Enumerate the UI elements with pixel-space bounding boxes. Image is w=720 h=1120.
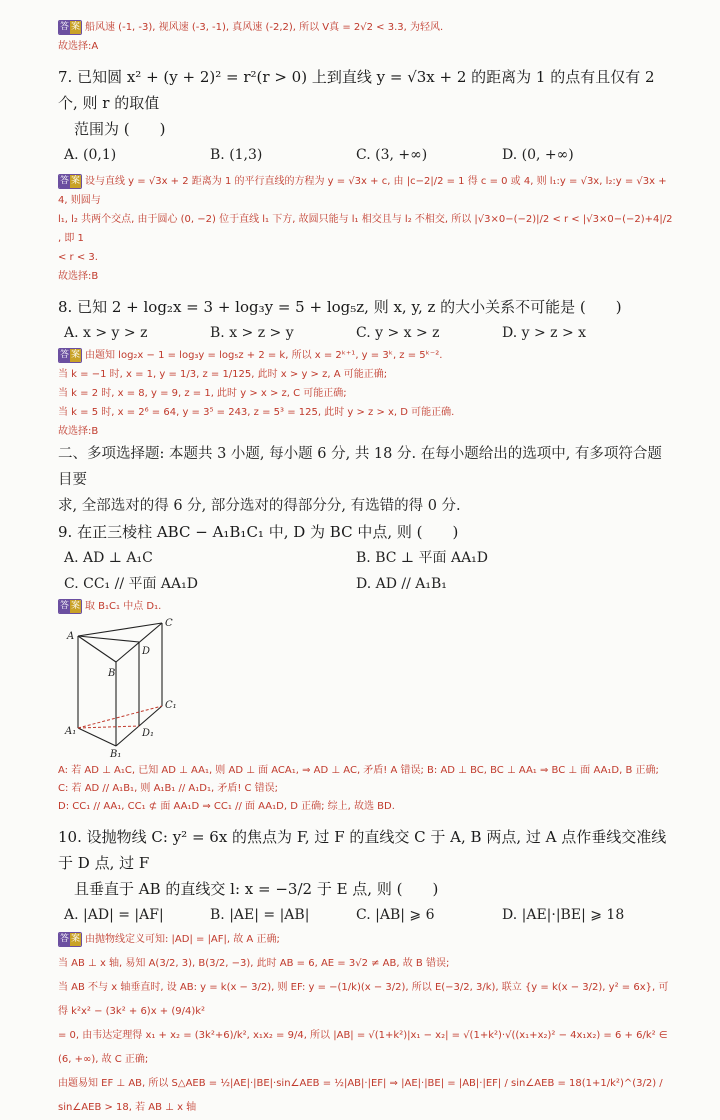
answer-line: C: 若 AD // A₁B₁, 则 A₁B₁ // A₁D₁, 矛盾! C 错误; [58, 783, 279, 794]
question-7-answer [58, 172, 676, 286]
answer-line: D: CC₁ // AA₁, CC₁ ⊄ 面 AA₁D ⇒ CC₁ // 面 AA₁D, D 正确; 综上, 故选 BD. [58, 801, 395, 812]
option-c: C. y > x > z [356, 325, 440, 341]
prev-answer-line-2: 故选择:A [58, 41, 99, 52]
answer-line: 当 k = 2 时, x = 8, y = 9, z = 1, 此时 y > x > z, C 可能正确; [58, 388, 347, 399]
question-10-answer [58, 928, 676, 1120]
option-d: D. y > z > x [502, 325, 587, 341]
section-2-heading-1: 二、多项选择题: 本题共 3 小题, 每小题 6 分, 共 18 分. 在每小题给出的选项中, 有多项符合题目要 [58, 446, 662, 488]
answer-line: 故选择:B [58, 426, 99, 437]
section-2-heading-2: 求, 全部选对的得 6 分, 部分选对的得部分分, 有选错的得 0 分. [58, 498, 461, 514]
answer-line: l₁, l₂ 共两个交点, 由于圆心 (0, −2) 位于直线 l₁ 下方, 故圆只能与 l₁ 相交且与 l₂ 不相交, 所以 |√3×0−(−2)|/2 < r < |√3×0−(−2)+4|/2 , 即 1 [58, 214, 673, 244]
label-c1: C₁ [165, 700, 177, 711]
prism-diagram [64, 618, 194, 758]
question-8-answer [58, 346, 676, 441]
question-8-options [64, 320, 676, 346]
answer-line: 当 AB 不与 x 轴垂直时, 设 AB: y = k(x − 3/2), 则 EF: y = −(1/k)(x − 3/2), 所以 E(−3/2, 3/k), 联立 {y = k(x − 3/2), y² = 6x}, 可得 k²x² − (3k² + 6)x + (9/4)k² [58, 982, 669, 1017]
label-b1: B₁ [110, 749, 122, 758]
prev-answer-line-1: 答 案 船风速 (-1, -3), 视风速 (-3, -1), 真风速 (-2,2), 所以 V真 = 2√2 < 3.3, 为轻风. [59, 21, 444, 33]
option-a: A. x > y > z [64, 325, 148, 341]
option-a: A. (0,1) [64, 147, 117, 163]
question-7-stem-1: 7. 已知圆 x² + (y + 2)² = r²(r > 0) 上到直线 y = √3x + 2 的距离为 1 的点有且仅有 2 个, 则 r 的取值 [58, 68, 655, 112]
question-10-stem-2: 且垂直于 AB 的直线交 l: x = −3/2 于 E 点, 则 ( ) [74, 880, 439, 898]
option-b: B. x > z > y [210, 325, 294, 341]
answer-line: A: 若 AD ⊥ A₁C, 已知 AD ⊥ AA₁, 则 AD ⊥ 面 ACA₁, ⇒ AD ⊥ AC, 矛盾! A 错误; B: AD ⊥ BC, BC ⊥ AA₁ ⇒ BC ⊥ 面 AA₁D, B 正确; [58, 765, 659, 776]
label-b: B [108, 668, 116, 679]
question-9-options-row-2 [64, 571, 676, 597]
question-9-answer [58, 762, 676, 816]
answer-line: 设与直线 y = √3x + 2 距离为 1 的平行直线的方程为 y = √3x + c, 由 |c−2|/2 = 1 得 c = 0 或 4, 则 l₁:y = √3x, l₂:y = √3x + 4, 则圆与 [58, 176, 667, 206]
answer-line: 故选择:B [58, 271, 99, 282]
option-b: B. (1,3) [210, 147, 263, 163]
answer-line: = 0, 由韦达定理得 x₁ + x₂ = (3k²+6)/k², x₁x₂ = 9/4, 所以 |AB| = √(1+k²)|x₁ − x₂| = √(1+k²)·√((x₁+x₂)² − 4x₁x₂) = 6 + 6/k² ∈ (6, +∞), 故 C 正确; [58, 1030, 668, 1065]
answer-badge-icon: 答 案 [58, 20, 82, 35]
answer-line: 当 k = 5 时, x = 2⁶ = 64, y = 3⁵ = 243, z = 5³ = 125, 此时 y > z > x, D 可能正确. [58, 407, 455, 418]
question-10-options [64, 902, 676, 928]
question-7-stem-2: 范围为 ( ) [74, 120, 166, 138]
answer-line: < r < 3. [58, 252, 98, 263]
question-8-stem: 8. 已知 2 + log₂x = 3 + log₃y = 5 + log₅z, 则 x, y, z 的大小关系不可能是 ( ) [58, 298, 622, 316]
answer-badge-icon: 答 案 [58, 599, 82, 614]
label-d1: D₁ [142, 728, 155, 739]
answer-line: 当 AB ⊥ x 轴, 易知 A(3/2, 3), B(3/2, −3), 此时 AB = 6, AE = 3√2 ≠ AB, 故 B 错误; [58, 958, 450, 969]
answer-badge-icon: 答 案 [58, 348, 82, 363]
label-a: A [67, 631, 75, 642]
option-b: B. |AE| = |AB| [210, 907, 310, 923]
segment-a1d1-hidden [78, 726, 139, 728]
option-b: B. BC ⊥ 平面 AA₁D [356, 550, 489, 566]
segment-ad [78, 636, 139, 642]
edge-a1b1 [78, 728, 116, 746]
option-c: C. CC₁ // 平面 AA₁D [64, 576, 198, 592]
label-a1: A₁ [65, 726, 77, 737]
answer-line: 由题知 log₂x − 1 = log₃y = log₅z + 2 = k, 所以 x = 2ᵏ⁺¹, y = 3ᵏ, z = 5ᵏ⁻². [85, 350, 443, 361]
label-d: D [142, 646, 151, 657]
answer-line: 当 k = −1 时, x = 1, y = 1/3, z = 1/125, 此时 x > y > z, A 可能正确; [58, 369, 388, 380]
prism-figure [64, 618, 676, 758]
answer-line: 由题易知 EF ⊥ AB, 所以 S△AEB = ½|AE|·|BE|·sin∠AEB = ½|AB|·|EF| ⇒ |AE|·|BE| = |AB|·|EF| / sin∠AEB = 18(1+1/k²)^(3/2) / sin∠AEB > 18, 若 AB ⊥ x 轴 [58, 1078, 663, 1113]
question-7-options [64, 142, 676, 168]
label-c: C [165, 618, 173, 629]
question-9-answer-intro: 答 案 取 B₁C₁ 中点 D₁. [59, 600, 162, 612]
question-9-stem: 9. 在正三棱柱 ABC − A₁B₁C₁ 中, D 为 BC 中点, 则 ( ) [58, 523, 459, 541]
option-d: D. AD // A₁B₁ [356, 576, 447, 592]
option-d: D. (0, +∞) [502, 147, 574, 163]
option-c: C. (3, +∞) [356, 147, 428, 163]
answer-line: 由抛物线定义可知: |AD| = |AF|, 故 A 正确; [85, 934, 280, 945]
option-a: A. AD ⊥ A₁C [64, 550, 153, 566]
answer-badge-icon: 答 案 [58, 174, 82, 189]
option-a: A. |AD| = |AF| [64, 907, 164, 923]
prev-answer [58, 18, 676, 56]
question-10-stem-1: 10. 设抛物线 C: y² = 6x 的焦点为 F, 过 F 的直线交 C 于 A, B 两点, 过 A 点作垂线交准线于 D 点, 过 F [58, 828, 667, 872]
option-c: C. |AB| ⩾ 6 [356, 907, 435, 923]
question-9-options-row-1 [64, 545, 676, 571]
option-d: D. |AE|·|BE| ⩾ 18 [502, 907, 625, 923]
edge-ab [78, 636, 116, 662]
answer-badge-icon: 答 案 [58, 932, 82, 947]
